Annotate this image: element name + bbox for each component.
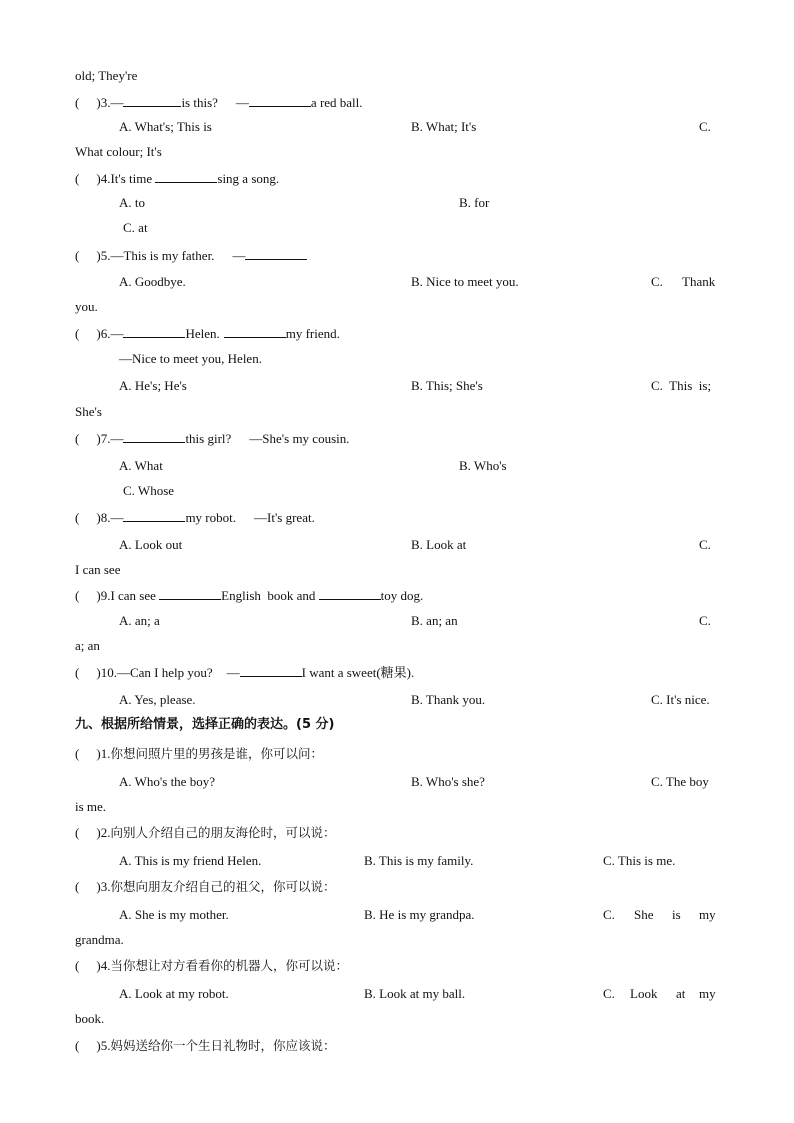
option-c[interactable]: C. (699, 119, 711, 134)
option-c[interactable]: C. (699, 613, 711, 628)
option-b[interactable]: B. Look at my ball. (364, 986, 466, 1001)
option-c-continued: book. (75, 1011, 105, 1026)
option-c[interactable]: C. at (123, 220, 148, 235)
option-a[interactable]: A. to (119, 195, 145, 210)
option-a[interactable]: A. Look at my robot. (119, 986, 229, 1001)
question-8-5: ( )5.—This is my father. — (75, 247, 307, 264)
option-a[interactable]: A. What's; This is (119, 119, 212, 134)
option-c[interactable]: C. It's nice. (651, 692, 710, 707)
question-text: is this? (181, 95, 218, 110)
question-text: — (235, 95, 249, 110)
prev-question-continuation: old; They're (75, 68, 138, 83)
section-heading: 九、根据所给情景，选择正确的表达。(5 分) (75, 717, 335, 732)
question-8-4: ( )4.It's time sing a song. (75, 171, 280, 186)
option-c[interactable]: C. (603, 907, 615, 922)
fill-blank[interactable] (319, 587, 381, 600)
option-b[interactable]: B. Thank you. (411, 692, 486, 707)
option-c[interactable]: C. This is; (651, 378, 712, 393)
option-a[interactable]: A. Goodbye. (119, 274, 186, 289)
option-b[interactable]: B. Look at (411, 537, 467, 552)
option-c-word: Look (630, 986, 658, 1001)
option-a[interactable]: A. Who's the boy? (119, 774, 215, 789)
question-8-10: ( )10.—Can I help you? — I want a sweet(糖果). (75, 665, 415, 680)
option-c[interactable]: C. (699, 537, 711, 552)
fill-blank[interactable] (123, 430, 185, 443)
option-a[interactable]: A. This is my friend Helen. (119, 853, 262, 868)
option-c-word: at (676, 986, 686, 1001)
question-8-9: ( )9.I can see English book and toy dog. (75, 588, 424, 603)
option-a[interactable]: A. Yes, please. (119, 692, 196, 707)
answer-paren-open: ( (75, 95, 80, 110)
option-a[interactable]: A. Look out (119, 537, 183, 552)
option-b[interactable]: B. This is my family. (364, 853, 474, 868)
question-number: 3. (100, 95, 111, 110)
fill-blank[interactable] (123, 94, 181, 107)
option-b[interactable]: B. This; She's (411, 378, 483, 393)
question-9-4: ( )4.当你想让对方看看你的机器人，你可以说： (75, 958, 348, 973)
option-c-continued: you. (75, 299, 98, 314)
option-c[interactable]: C. (603, 986, 615, 1001)
option-c[interactable]: C. (651, 274, 663, 289)
option-c-continued: What colour; It's (75, 144, 162, 159)
option-c-continued: a; an (75, 638, 100, 653)
question-9-1: ( )1.你想问照片里的男孩是谁，你可以问： (75, 746, 323, 761)
option-c-word: my (699, 907, 716, 922)
question-9-3: ( )3.你想向朋友介绍自己的祖父，你可以说： (75, 879, 336, 894)
option-b[interactable]: B. for (459, 195, 490, 210)
option-b[interactable]: B. He is my grandpa. (364, 907, 475, 922)
question-text: — (110, 95, 124, 110)
fill-blank[interactable] (159, 587, 221, 600)
option-c[interactable]: C. This is me. (603, 853, 676, 868)
fill-blank[interactable] (224, 325, 286, 338)
option-a[interactable]: A. He's; He's (119, 378, 187, 393)
option-c[interactable]: C. Whose (123, 483, 175, 498)
option-c-continued: grandma. (75, 932, 124, 947)
option-a[interactable]: A. She is my mother. (119, 907, 229, 922)
question-8-7: ( )7.— this girl? —She's my cousin. (75, 431, 350, 446)
option-a[interactable]: A. What (119, 458, 163, 473)
option-c-continued: is me. (75, 799, 107, 814)
fill-blank[interactable] (123, 325, 185, 338)
option-a[interactable]: A. an; a (119, 613, 160, 628)
fill-blank[interactable] (155, 170, 217, 183)
option-b[interactable]: B. What; It's (411, 119, 477, 134)
option-c-word: is (672, 907, 681, 922)
question-8-6: ( )6.— Helen. my friend. (75, 326, 340, 341)
question-8-3 (75, 94, 363, 111)
answer-paren-close: ) (96, 95, 101, 110)
option-c-text: Thank (682, 274, 716, 289)
question-reply: —Nice to meet you, Helen. (119, 351, 262, 366)
option-c-word: She (634, 907, 654, 922)
option-c[interactable]: C. The boy (651, 774, 709, 789)
option-b[interactable]: B. Who's (459, 458, 507, 473)
fill-blank[interactable] (249, 94, 311, 107)
question-text: a red ball. (310, 95, 363, 110)
question-8-8: ( )8.— my robot. —It's great. (75, 510, 315, 525)
question-9-2: ( )2.向别人介绍自己的朋友海伦时，可以说： (75, 825, 336, 840)
option-b[interactable]: B. Nice to meet you. (411, 274, 519, 289)
option-b[interactable]: B. Who's she? (411, 774, 485, 789)
option-c-word: my (699, 986, 716, 1001)
fill-blank[interactable] (245, 247, 307, 260)
fill-blank[interactable] (240, 664, 302, 677)
option-c-continued: I can see (75, 562, 121, 577)
option-b[interactable]: B. an; an (411, 613, 458, 628)
fill-blank[interactable] (123, 509, 185, 522)
option-c-continued: She's (75, 404, 102, 419)
question-9-5: ( )5.妈妈送给你一个生日礼物时，你应该说： (75, 1038, 336, 1053)
